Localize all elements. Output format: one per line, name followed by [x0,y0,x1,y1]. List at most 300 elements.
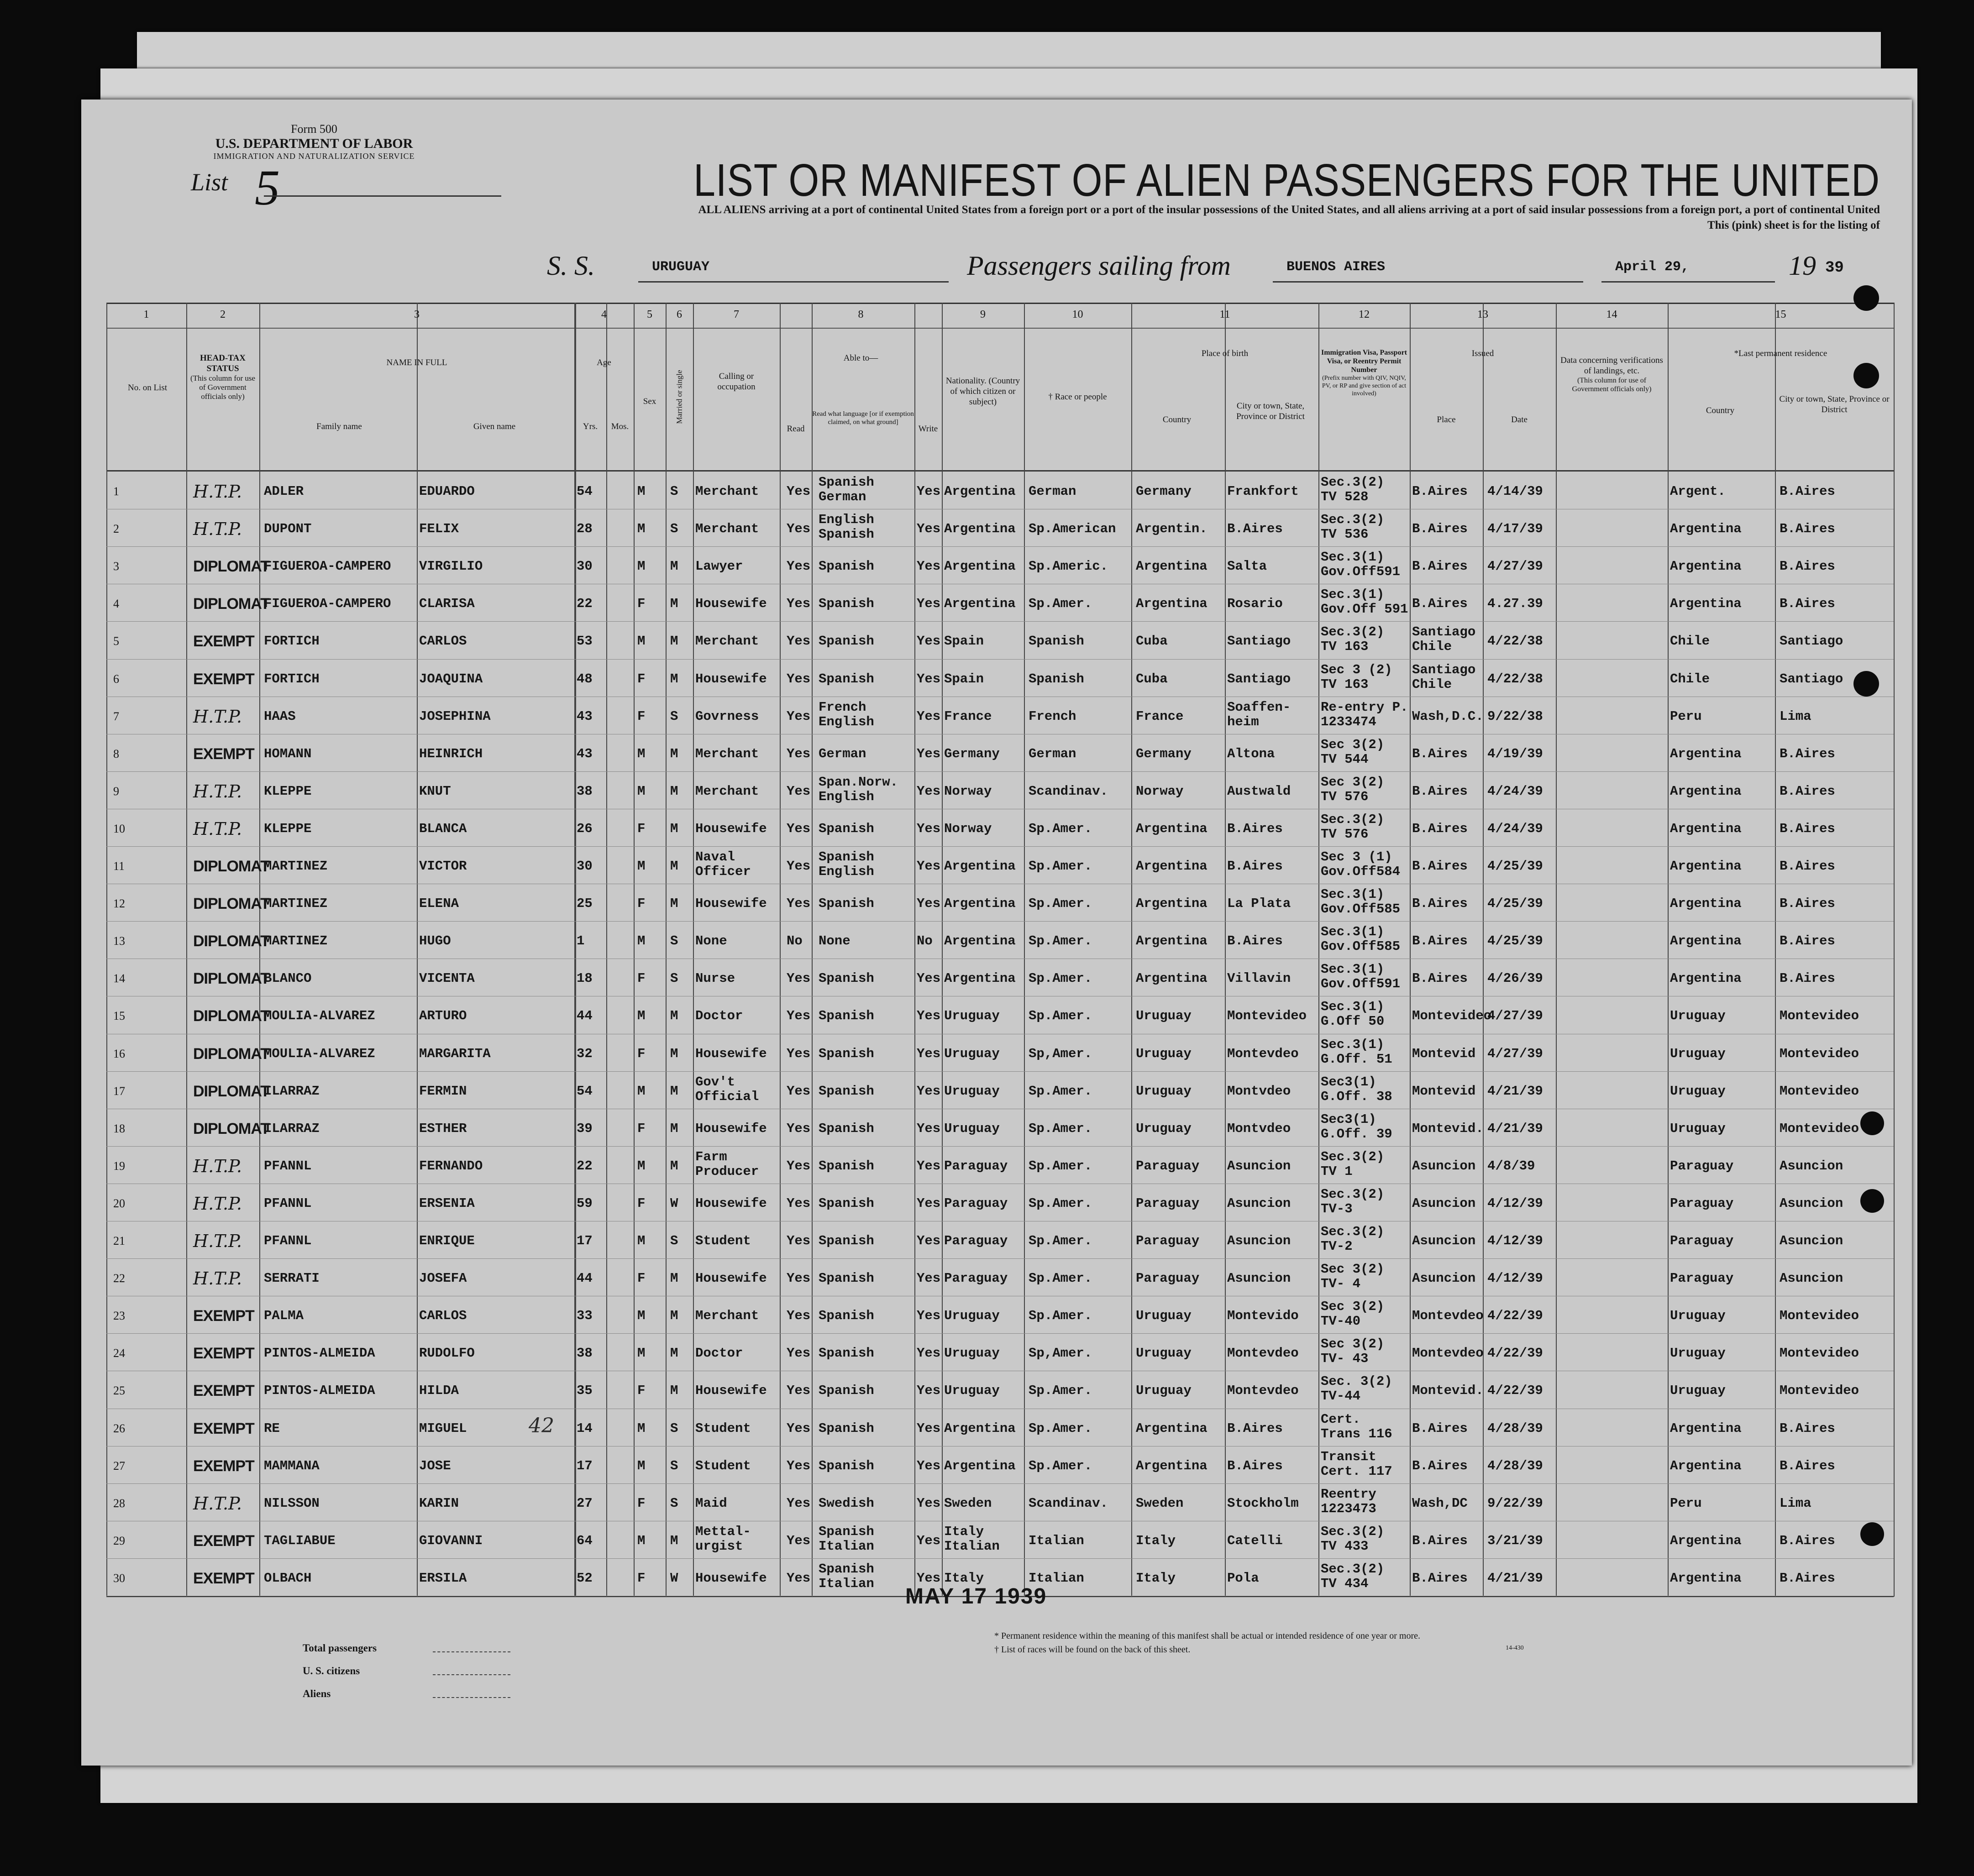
cell-birth-country: Uruguay [1136,1346,1192,1361]
cell-sex: M [637,559,646,574]
cell-no: 4 [113,597,119,611]
column-number: 3 [414,309,420,320]
cell-status: EXEMPT [193,1420,254,1437]
cell-language: Spanish [819,634,874,649]
header-sex: Sex [643,397,656,406]
cell-visa: Sec.3(2) TV 433 [1321,1524,1385,1554]
cell-occupation: Student [695,1420,751,1436]
cell-status: EXEMPT [193,670,254,688]
cell-read: Yes [787,1570,811,1586]
cell-birth-country: Argentina [1136,896,1208,912]
cell-write: Yes [917,1195,941,1211]
cell-read: Yes [787,1233,811,1248]
cell-status: EXEMPT [193,1532,254,1550]
cell-visa: Sec.3(2) TV 1 [1321,1149,1385,1179]
cell-race: Sp.Amer. [1029,1458,1092,1473]
cell-birth-city: La Plata [1227,896,1291,912]
cell-res-city: B.Aires [1780,933,1835,949]
cell-language: Spanish English [819,849,874,879]
column-divider [1410,303,1411,1597]
cell-family: PINTOS-ALMEIDA [264,1346,375,1361]
cell-race: Sp.Amer. [1029,1083,1092,1099]
cell-occupation: Housewife [695,1383,767,1399]
cell-res-country: Argentina [1670,1533,1742,1548]
cell-race: Sp.American [1029,521,1116,537]
cell-nationality: Uruguay [944,1346,1000,1361]
cell-family: BLANCO [264,971,312,986]
cell-given: JOSEFA [419,1271,467,1286]
cell-birth-city: Montvdeo [1227,1083,1291,1099]
cell-no: 21 [113,1234,125,1247]
cell-no: 1 [113,485,119,498]
header-issued-place: Place [1437,415,1456,424]
row-line [106,921,1894,922]
column-divider [1483,303,1484,1597]
cell-res-country: Chile [1670,671,1710,686]
cell-family: HOMANN [264,746,312,761]
cell-age: 43 [577,746,593,761]
cell-status: EXEMPT [193,1457,254,1475]
cell-marital: S [670,484,678,499]
year-suffix: 39 [1825,259,1844,277]
cell-occupation: Lawyer [695,559,743,574]
cell-given: ENRIQUE [419,1233,475,1248]
cell-no: 24 [113,1347,125,1360]
column-number: 5 [647,309,652,320]
cell-occupation: Housewife [695,1271,767,1286]
cell-res-city: Asuncion [1780,1195,1843,1211]
cell-issued-place: B.Aires [1412,971,1468,986]
cell-no: 22 [113,1272,125,1285]
cell-birth-city: Villavin [1227,971,1291,986]
cell-race: Sp.Amer. [1029,1195,1092,1211]
cell-issued-date: 9/22/39 [1487,1495,1543,1511]
cell-race: Sp.Amer. [1029,1121,1092,1136]
cell-issued-date: 4/21/39 [1487,1570,1543,1586]
cell-birth-country: Sweden [1136,1495,1184,1511]
cell-occupation: Housewife [695,896,767,912]
cell-birth-country: Argentina [1136,859,1208,874]
cell-issued-date: 4/25/39 [1487,859,1543,874]
cell-given: HEINRICH [419,746,483,761]
cell-sex: M [637,1233,646,1248]
cell-birth-country: Uruguay [1136,1008,1192,1024]
column-divider [1894,303,1895,1597]
cell-language: Spanish [819,1008,874,1024]
cell-status: DIPLOMAT [193,970,270,988]
cell-res-city: Montevideo [1780,1383,1859,1399]
column-number: 1 [143,309,149,320]
cell-no: 17 [113,1084,125,1098]
cell-occupation: None [695,933,727,949]
header-read-language: Read what language [or if exemption claimed, on what ground] [812,410,914,426]
cell-res-city: Lima [1780,708,1811,724]
cell-birth-country: Paraguay [1136,1233,1200,1248]
cell-write: Yes [917,671,941,686]
cell-res-city: B.Aires [1780,521,1835,537]
us-citizens-label: U. S. citizens [303,1665,360,1677]
cell-res-country: Uruguay [1670,1121,1726,1136]
header-calling: Calling or occupation [717,372,756,392]
cell-language: Spanish [819,1195,874,1211]
cell-family: MARTINEZ [264,859,328,874]
cell-visa: Sec.3(1) Gov.Off 591 [1321,587,1408,617]
cell-occupation: Merchant [695,1308,759,1324]
cell-age: 17 [577,1458,593,1473]
cell-write: Yes [917,1271,941,1286]
cell-read: Yes [787,1158,811,1174]
cell-birth-city: Montevideo [1227,1008,1307,1024]
cell-issued-place: Montevid [1412,1083,1476,1099]
cell-write: Yes [917,1458,941,1473]
cell-language: Swedish [819,1495,874,1511]
cell-read: Yes [787,746,811,761]
cell-birth-city: Montevdeo [1227,1346,1299,1361]
cell-visa: Sec.3(1) G.Off. 51 [1321,1037,1392,1067]
cell-birth-country: Uruguay [1136,1383,1192,1399]
cell-given: ARTURO [419,1008,467,1024]
cell-no: 10 [113,822,125,835]
cell-write: Yes [917,1420,941,1436]
cell-status: H.T.P. [193,482,242,502]
cell-race: Scandinav. [1029,1495,1108,1511]
ship-name: URUGUAY [652,259,710,275]
cell-race: Sp.Amer. [1029,1308,1092,1324]
cell-issued-date: 3/21/39 [1487,1533,1543,1548]
column-divider [666,303,667,1597]
header-name-in-full: NAME IN FULL [386,358,447,367]
cell-res-city: B.Aires [1780,559,1835,574]
cell-res-city: B.Aires [1780,1533,1835,1548]
cell-given: BLANCA [419,821,467,836]
cell-nationality: Norway [944,821,992,836]
cell-language: Spanish German [819,475,874,504]
binder-hole [1853,671,1879,697]
cell-nationality: Argentina [944,933,1016,949]
column-divider [1318,303,1319,1597]
cell-res-country: Argentina [1670,933,1742,949]
cell-sex: F [637,896,646,912]
cell-family: PINTOS-ALMEIDA [264,1383,375,1399]
cell-write: Yes [917,1121,941,1136]
cell-sex: M [637,484,646,499]
form-number: Form 500 [291,122,337,136]
cell-res-country: Argentina [1670,1570,1742,1586]
cell-issued-date: 4/22/39 [1487,1346,1543,1361]
header-verification: Data concerning verifications of landings, etc. (This column for use of Government officials only) [1560,356,1663,393]
cell-issued-place: B.Aires [1412,859,1468,874]
cell-birth-city: Asuncion [1227,1195,1291,1211]
cell-language: Spanish [819,1046,874,1061]
cell-write: Yes [917,821,941,836]
cell-status: EXEMPT [193,745,254,763]
row-line [106,1258,1894,1259]
cell-no: 30 [113,1571,125,1585]
cell-family: FORTICH [264,634,320,649]
cell-read: Yes [787,596,811,612]
cell-read: Yes [787,1308,811,1324]
cell-nationality: Spain [944,634,984,649]
header-nationality: Nationality. (Country of which citizen or subject) [945,376,1020,407]
margin-number: 42 [529,1414,554,1437]
cell-no: 16 [113,1047,125,1060]
cell-no: 28 [113,1496,125,1510]
cell-status: DIPLOMAT [193,1007,270,1025]
cell-status: DIPLOMAT [193,1082,270,1100]
cell-res-country: Uruguay [1670,1383,1726,1399]
cell-given: HILDA [419,1383,459,1399]
cell-family: MOULIA-ALVAREZ [264,1046,375,1061]
manifest-sheet [81,100,1912,1766]
cell-sex: F [637,1383,646,1399]
header-months: Mos. [611,422,629,431]
column-number: 4 [601,309,607,320]
header-race: † Race or people [1048,392,1107,402]
cell-sex: M [637,933,646,949]
cell-given: JOSEPHINA [419,708,491,724]
row-line [106,621,1894,622]
cell-birth-city: B.Aires [1227,821,1283,836]
column-number: 14 [1606,309,1617,320]
cell-age: 52 [577,1570,593,1586]
sailing-label: Passengers sailing from [967,251,1231,281]
column-divider [106,303,107,1597]
cell-issued-place: Montevideo [1412,1008,1492,1024]
cell-nationality: Argentina [944,484,1016,499]
cell-write: Yes [917,971,941,986]
cell-visa: Cert. Trans 116 [1321,1411,1392,1441]
cell-read: Yes [787,1383,811,1399]
list-label: List [191,168,228,196]
cell-no: 25 [113,1384,125,1398]
cell-nationality: Argentina [944,1420,1016,1436]
cell-read: Yes [787,634,811,649]
cell-issued-place: B.Aires [1412,821,1468,836]
cell-issued-place: Wash,D.C. [1412,708,1484,724]
cell-family: TAGLIABUE [264,1533,336,1548]
footer-form-code: 14-430 [1506,1645,1524,1651]
column-number: 12 [1359,309,1370,320]
cell-nationality: Paraguay [944,1271,1008,1286]
cell-no: 9 [113,784,119,798]
cell-issued-date: 4.27.39 [1487,596,1543,612]
header-marital: Married or single [675,370,684,424]
cell-language: Spanish [819,1083,874,1099]
cell-age: 54 [577,1083,593,1099]
cell-issued-place: Wash,DC [1412,1495,1468,1511]
cell-birth-country: Germany [1136,484,1192,499]
cell-issued-place: B.Aires [1412,1570,1468,1586]
cell-res-city: Asuncion [1780,1158,1843,1174]
row-line [106,846,1894,847]
cell-language: Spanish [819,1158,874,1174]
cell-no: 13 [113,934,125,948]
header-no-on-list: No. on List [127,383,168,393]
cell-write: Yes [917,484,941,499]
cell-sex: M [637,521,646,537]
cell-write: Yes [917,521,941,537]
cell-sex: M [637,634,646,649]
cell-nationality: Argentina [944,1458,1016,1473]
cell-marital: S [670,933,678,949]
cell-issued-date: 4/24/39 [1487,783,1543,799]
cell-birth-country: Italy [1136,1533,1176,1548]
cell-no: 3 [113,560,119,573]
cell-res-country: Argentina [1670,821,1742,836]
cell-marital: M [670,559,678,574]
cell-read: Yes [787,521,811,537]
cell-visa: Sec.3(2) TV 434 [1321,1561,1385,1591]
cell-marital: M [670,746,678,761]
cell-write: Yes [917,1083,941,1099]
cell-age: 28 [577,521,593,537]
cell-occupation: Doctor [695,1346,743,1361]
column-number: 11 [1219,309,1230,320]
binder-hole [1853,285,1879,311]
cell-race: Sp.Amer. [1029,821,1092,836]
header-years: Yrs. [583,422,598,431]
cell-issued-date: 4/27/39 [1487,1008,1543,1024]
cell-visa: Sec.3(1) Gov.Off585 [1321,887,1401,917]
cell-res-city: Santiago [1780,671,1843,686]
cell-res-city: Montevideo [1780,1121,1859,1136]
cell-occupation: Nurse [695,971,735,986]
cell-res-country: Uruguay [1670,1008,1726,1024]
cell-issued-place: Montevdeo [1412,1308,1484,1324]
column-number: 15 [1775,309,1786,320]
cell-issued-date: 4/28/39 [1487,1420,1543,1436]
cell-given: GIOVANNI [419,1533,483,1548]
cell-given: HUGO [419,933,451,949]
cell-occupation: Govrness [695,708,759,724]
cell-age: 44 [577,1008,593,1024]
header-birth-country: Country [1162,415,1192,424]
column-number: 9 [980,309,986,320]
cell-family: PFANNL [264,1233,312,1248]
cell-write: Yes [917,634,941,649]
cell-occupation: Merchant [695,634,759,649]
cell-sex: F [637,1271,646,1286]
cell-visa: Sec.3(2) TV 528 [1321,475,1385,504]
cell-sex: M [637,746,646,761]
cell-race: Italian [1029,1533,1084,1548]
cell-marital: S [670,1420,678,1436]
cell-read: Yes [787,1195,811,1211]
cell-given: ERSILA [419,1570,467,1586]
cell-nationality: Argentina [944,596,1016,612]
cell-no: 6 [113,672,119,686]
cell-marital: M [670,1383,678,1399]
cell-age: 27 [577,1495,593,1511]
cell-write: Yes [917,859,941,874]
cell-status: H.T.P. [193,706,242,727]
cell-read: No [787,933,803,949]
cell-language: English Spanish [819,512,874,542]
cell-write: Yes [917,1570,941,1586]
cell-visa: Sec 3(2) TV 576 [1321,774,1385,804]
cell-family: ILARRAZ [264,1121,320,1136]
cell-race: French [1029,708,1076,724]
cell-nationality: Argentina [944,896,1016,912]
cell-family: FORTICH [264,671,320,686]
cell-nationality: Uruguay [944,1121,1000,1136]
cell-issued-place: Asuncion [1412,1271,1476,1286]
cell-birth-country: Argentin. [1136,521,1208,537]
departure-date: April 29, [1615,259,1690,275]
cell-birth-country: Cuba [1136,634,1168,649]
cell-nationality: Norway [944,783,992,799]
cell-language: Spanish [819,1420,874,1436]
cell-read: Yes [787,559,811,574]
cell-race: Sp.Amer. [1029,1383,1092,1399]
cell-issued-place: B.Aires [1412,1533,1468,1548]
cell-sex: F [637,1570,646,1586]
cell-birth-country: Paraguay [1136,1158,1200,1174]
cell-language: Spanish [819,1121,874,1136]
cell-write: Yes [917,1533,941,1548]
cell-no: 26 [113,1421,125,1435]
cell-birth-country: Argentina [1136,1420,1208,1436]
cell-status: H.T.P. [193,519,242,540]
cell-given: JOSE [419,1458,451,1473]
header-residence-city: City or town, State, Province or District [1779,394,1890,414]
cell-marital: S [670,708,678,724]
cell-birth-country: Paraguay [1136,1271,1200,1286]
cell-age: 53 [577,634,593,649]
header-family-name: Family name [316,422,362,431]
cell-sex: F [637,708,646,724]
cell-res-country: Argentina [1670,521,1742,537]
cell-write: Yes [917,1008,941,1024]
cell-issued-date: 4/22/38 [1487,634,1543,649]
cell-read: Yes [787,1495,811,1511]
cell-birth-country: Italy [1136,1570,1176,1586]
ss-label: S. S. [547,251,595,281]
binder-hole [1860,1111,1884,1135]
cell-birth-city: Asuncion [1227,1271,1291,1286]
cell-birth-city: Asuncion [1227,1233,1291,1248]
cell-issued-date: 4/25/39 [1487,933,1543,949]
column-number: 8 [858,309,864,320]
column-divider [634,303,635,1597]
header-place-of-birth: Place of birth [1201,349,1249,358]
cell-status: DIPLOMAT [193,1045,270,1063]
cell-issued-place: Santiago Chile [1412,624,1476,655]
cell-visa: Sec 3(2) TV 544 [1321,737,1385,767]
cell-res-city: B.Aires [1780,1420,1835,1436]
cell-occupation: Housewife [695,821,767,836]
cell-issued-date: 4/19/39 [1487,746,1543,761]
row-line [106,1071,1894,1072]
row-line [106,1146,1894,1147]
cell-nationality: Italy Italian [944,1524,1000,1554]
column-divider [606,303,607,1597]
cell-sex: F [637,671,646,686]
cell-race: Sp.Amer. [1029,596,1092,612]
cell-occupation: Merchant [695,484,759,499]
cell-issued-place: B.Aires [1412,933,1468,949]
cell-age: 25 [577,896,593,912]
cell-status: DIPLOMAT [193,895,270,913]
cell-issued-place: B.Aires [1412,596,1468,612]
cell-race: Scandinav. [1029,783,1108,799]
cell-race: German [1029,484,1076,499]
cell-sex: M [637,1308,646,1324]
cell-sex: M [637,783,646,799]
cell-issued-place: Asuncion [1412,1158,1476,1174]
cell-birth-city: Santiago [1227,634,1291,649]
cell-res-city: Montevideo [1780,1308,1859,1324]
